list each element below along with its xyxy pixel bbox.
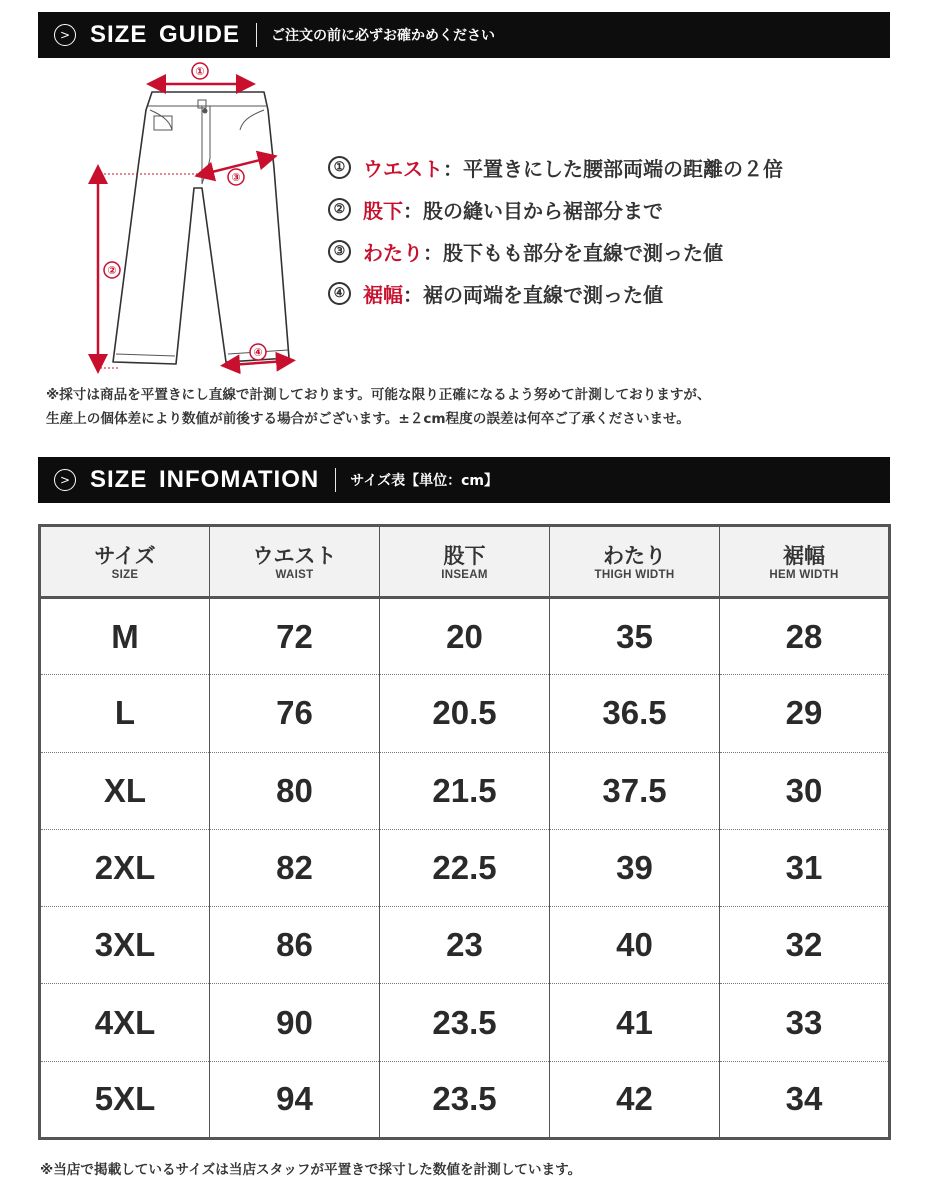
cell-waist: 82 xyxy=(210,829,380,906)
measurement-note-line-1: ※採寸は商品を平置きにし直線で計測しております。可能な限り正確になるよう努めて計測しておりますが、 xyxy=(46,387,711,403)
chevron-right-circle-icon: > xyxy=(54,469,76,491)
marker-4: ④ xyxy=(253,346,263,359)
pants-measurement-diagram xyxy=(78,58,318,378)
size-info-subtitle: サイズ表【単位：cm】 xyxy=(350,473,498,489)
cell-inseam: 21.5 xyxy=(380,752,550,829)
legend-number: ① xyxy=(328,156,351,179)
header-inseam: 股下 INSEAM xyxy=(380,526,550,598)
legend-term: 裾幅 xyxy=(363,282,403,307)
cell-hem: 32 xyxy=(720,907,890,984)
legend-term: わたり xyxy=(363,240,423,265)
header-size: サイズ SIZE xyxy=(40,526,210,598)
table-row xyxy=(40,675,890,752)
cell-inseam: 22.5 xyxy=(380,829,550,906)
table-row xyxy=(40,829,890,906)
table-row xyxy=(40,752,890,829)
cell-thigh: 36.5 xyxy=(550,675,720,752)
legend-item-thigh xyxy=(328,230,783,272)
size-guide-header xyxy=(38,12,890,58)
cell-hem: 29 xyxy=(720,675,890,752)
cell-hem: 31 xyxy=(720,829,890,906)
legend-item-hem xyxy=(328,272,783,314)
cell-inseam: 20.5 xyxy=(380,675,550,752)
legend-desc: ：股下もも部分を直線で測った値 xyxy=(423,240,723,265)
cell-thigh: 37.5 xyxy=(550,752,720,829)
legend-desc: ：股の縫い目から裾部分まで xyxy=(403,198,663,223)
legend-number: ③ xyxy=(328,240,351,263)
size-guide-subtitle: ご注文の前に必ずお確かめください xyxy=(271,28,496,44)
cell-size: M xyxy=(40,598,210,675)
cell-thigh: 39 xyxy=(550,829,720,906)
header-hem-width: 裾幅 HEM WIDTH xyxy=(720,526,890,598)
legend-term: 股下 xyxy=(363,198,403,223)
cell-thigh: 35 xyxy=(550,598,720,675)
cell-waist: 80 xyxy=(210,752,380,829)
table-row xyxy=(40,598,890,675)
cell-hem: 30 xyxy=(720,752,890,829)
header-waist: ウエスト WAIST xyxy=(210,526,380,598)
header-thigh-width: わたり THIGH WIDTH xyxy=(550,526,720,598)
header-divider xyxy=(335,468,336,492)
marker-3: ③ xyxy=(231,171,241,184)
legend-number: ④ xyxy=(328,282,351,305)
cell-size: 2XL xyxy=(40,829,210,906)
size-table xyxy=(38,524,891,1140)
cell-inseam: 23.5 xyxy=(380,984,550,1061)
cell-thigh: 41 xyxy=(550,984,720,1061)
size-guide-title: SIZE GUIDE xyxy=(90,21,241,48)
size-info-header xyxy=(38,457,890,503)
cell-inseam: 23.5 xyxy=(380,1061,550,1138)
legend-number: ② xyxy=(328,198,351,221)
legend-desc: ：平置きにした腰部両端の距離の２倍 xyxy=(443,156,783,181)
chevron-right-circle-icon: > xyxy=(54,24,76,46)
legend-item-waist xyxy=(328,146,783,188)
cell-waist: 94 xyxy=(210,1061,380,1138)
cell-inseam: 20 xyxy=(380,598,550,675)
measurement-note-line-2: 生産上の個体差により数値が前後する場合がございます。±２cm程度の誤差は何卒ご了承くださいませ。 xyxy=(46,411,690,427)
cell-waist: 86 xyxy=(210,907,380,984)
measurement-legend xyxy=(328,146,783,314)
size-info-title: SIZE INFOMATION xyxy=(90,466,320,493)
cell-hem: 33 xyxy=(720,984,890,1061)
cell-inseam: 23 xyxy=(380,907,550,984)
legend-desc: ：裾の両端を直線で測った値 xyxy=(403,282,663,307)
cell-hem: 28 xyxy=(720,598,890,675)
cell-thigh: 40 xyxy=(550,907,720,984)
cell-waist: 76 xyxy=(210,675,380,752)
table-row xyxy=(40,907,890,984)
cell-size: XL xyxy=(40,752,210,829)
footer-note: ※当店で掲載しているサイズは当店スタッフが平置きで採寸した数値を計測しています。 xyxy=(40,1162,582,1178)
header-divider xyxy=(256,23,257,47)
table-row xyxy=(40,1061,890,1138)
table-header-row xyxy=(40,526,890,598)
measurement-note xyxy=(46,383,711,431)
table-row xyxy=(40,984,890,1061)
cell-waist: 90 xyxy=(210,984,380,1061)
pants-outline xyxy=(113,92,289,364)
cell-thigh: 42 xyxy=(550,1061,720,1138)
legend-item-inseam xyxy=(328,188,783,230)
cell-size: L xyxy=(40,675,210,752)
legend-term: ウエスト xyxy=(363,156,443,181)
cell-hem: 34 xyxy=(720,1061,890,1138)
cell-size: 4XL xyxy=(40,984,210,1061)
marker-2: ② xyxy=(107,264,117,277)
cell-size: 3XL xyxy=(40,907,210,984)
cell-size: 5XL xyxy=(94,1080,156,1118)
marker-1: ① xyxy=(195,65,205,78)
cell-waist: 72 xyxy=(210,598,380,675)
